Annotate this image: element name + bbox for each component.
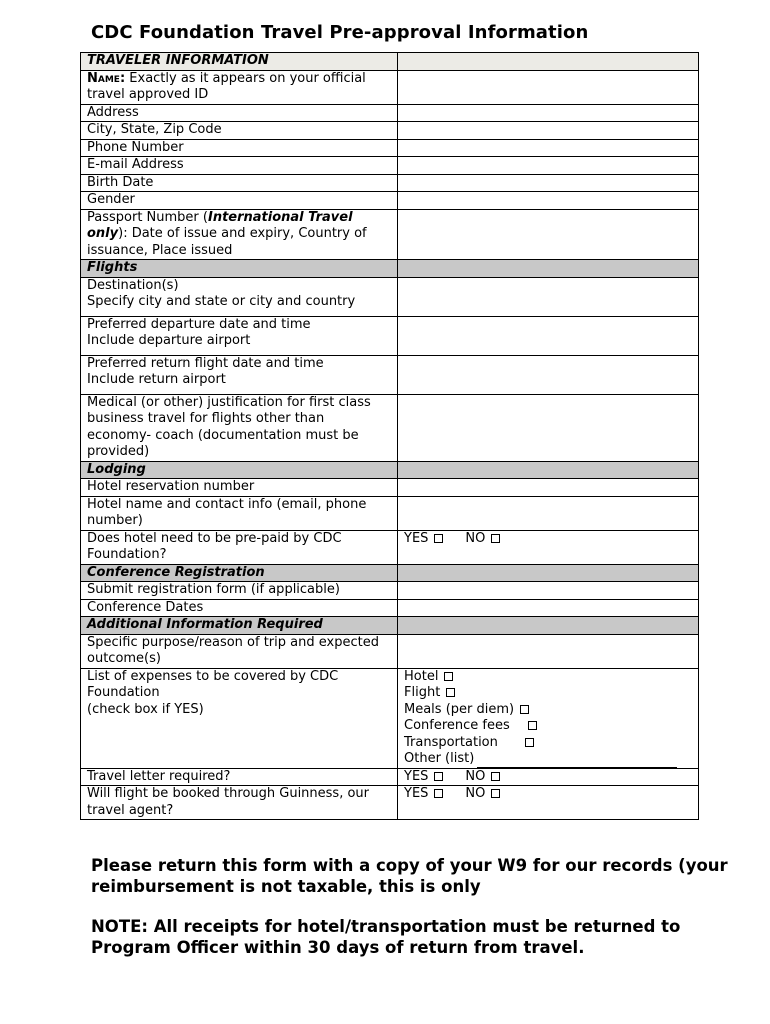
submit-label: Submit registration form (if applicable) [81, 582, 398, 600]
row-email [81, 157, 699, 175]
prepaid-yes-checkbox[interactable] [434, 534, 443, 543]
destination-field[interactable] [398, 277, 699, 316]
passport-label-em: International Travel only [87, 209, 353, 241]
yes-label: YES [404, 768, 429, 784]
medical-field[interactable] [398, 394, 699, 461]
meals-checkbox[interactable] [520, 705, 529, 714]
birth-field[interactable] [398, 174, 699, 192]
section-lodging [81, 461, 699, 479]
hotel-checkbox[interactable] [444, 672, 453, 681]
section-label: TRAVELER INFORMATION [81, 53, 398, 71]
row-hotel-info [81, 496, 699, 530]
submit-field[interactable] [398, 582, 699, 600]
yes-label: YES [404, 786, 429, 801]
purpose-label: Specific purpose/reason of trip and expected outcome(s) [81, 634, 398, 668]
transport-checkbox[interactable] [525, 738, 534, 747]
page-title: CDC Foundation Travel Pre-approval Information [91, 22, 589, 43]
row-passport [81, 209, 699, 260]
row-purpose [81, 634, 699, 668]
row-phone [81, 139, 699, 157]
row-departure [81, 316, 699, 355]
conf-dates-field[interactable] [398, 599, 699, 617]
notes-block [91, 856, 731, 958]
section-label: Flights [81, 260, 398, 278]
name-field[interactable] [398, 70, 699, 104]
return-hint: Include return airport [87, 372, 226, 387]
expense-fees: Conference fees [404, 718, 692, 735]
hotel-info-label: Hotel name and contact info (email, phone number) [81, 496, 398, 530]
letter-no-checkbox[interactable] [491, 772, 500, 781]
expense-meals: Meals (per diem) [404, 702, 692, 719]
expenses-hint: (check box if YES) [87, 701, 204, 717]
row-city [81, 122, 699, 140]
phone-label: Phone Number [81, 139, 398, 157]
passport-label-post: ): Date of issue and expiry, Country of issuance, Place issued [87, 226, 367, 258]
flight-checkbox[interactable] [446, 688, 455, 697]
gender-field[interactable] [398, 192, 699, 210]
medical-label: Medical (or other) justification for first class business travel for flights other than economy- coach (documentation must be provided) [81, 394, 398, 461]
address-label: Address [81, 104, 398, 122]
row-prepaid [81, 530, 699, 564]
row-expenses [81, 668, 699, 768]
row-submit [81, 582, 699, 600]
conf-dates-label: Conference Dates [81, 599, 398, 617]
purpose-field[interactable] [398, 634, 699, 668]
section-traveler [81, 53, 699, 71]
no-label: NO [465, 786, 486, 801]
address-field[interactable] [398, 104, 699, 122]
expense-other: Other (list) [404, 751, 692, 768]
section-conference [81, 564, 699, 582]
row-reservation [81, 479, 699, 497]
prepaid-label: Does hotel need to be pre-paid by CDC Foundation? [81, 530, 398, 564]
row-letter [81, 768, 699, 786]
hotel-info-field[interactable] [398, 496, 699, 530]
no-label: NO [465, 530, 486, 546]
expense-transport: Transportation [404, 735, 692, 752]
letter-label: Travel letter required? [81, 768, 398, 786]
return-field[interactable] [398, 355, 699, 394]
travel-form-table [80, 52, 699, 820]
other-input[interactable] [477, 756, 677, 768]
expense-flight: Flight [404, 685, 692, 702]
destination-label: Destination(s) [87, 277, 179, 293]
prepaid-no-checkbox[interactable] [491, 534, 500, 543]
guinness-yes-checkbox[interactable] [434, 789, 443, 798]
section-flights [81, 260, 699, 278]
row-gender [81, 192, 699, 210]
section-label: Additional Information Required [81, 617, 398, 635]
reservation-field[interactable] [398, 479, 699, 497]
passport-label-pre: Passport Number ( [87, 209, 208, 225]
return-instructions: Please return this form with a copy of your W9 for our records (your reimbursement is not taxable, this is only [91, 856, 728, 896]
reservation-label: Hotel reservation number [81, 479, 398, 497]
email-label: E-mail Address [81, 157, 398, 175]
fees-checkbox[interactable] [528, 721, 537, 730]
row-conf-dates [81, 599, 699, 617]
expense-hotel: Hotel [404, 669, 692, 686]
row-name [81, 70, 699, 104]
expenses-label: List of expenses to be covered by CDC Foundation [87, 668, 339, 700]
name-label: Name: [87, 70, 126, 86]
yes-label: YES [404, 530, 429, 546]
section-additional [81, 617, 699, 635]
departure-label: Preferred departure date and time [87, 316, 311, 332]
destination-hint: Specify city and state or city and country [87, 294, 356, 309]
city-field[interactable] [398, 122, 699, 140]
row-guinness [81, 786, 699, 820]
departure-hint: Include departure airport [87, 333, 251, 348]
birth-label: Birth Date [81, 174, 398, 192]
phone-field[interactable] [398, 139, 699, 157]
passport-field[interactable] [398, 209, 699, 260]
email-field[interactable] [398, 157, 699, 175]
departure-field[interactable] [398, 316, 699, 355]
city-label: City, State, Zip Code [81, 122, 398, 140]
name-desc: Exactly as it appears on your official travel approved ID [87, 70, 366, 102]
no-label: NO [465, 768, 486, 784]
row-medical [81, 394, 699, 461]
section-label: Conference Registration [81, 564, 398, 582]
return-label: Preferred return flight date and time [87, 355, 324, 371]
row-destination [81, 277, 699, 316]
row-return [81, 355, 699, 394]
row-address [81, 104, 699, 122]
guinness-no-checkbox[interactable] [491, 789, 500, 798]
letter-yes-checkbox[interactable] [434, 772, 443, 781]
section-label: Lodging [81, 461, 398, 479]
gender-label: Gender [81, 192, 398, 210]
row-birth [81, 174, 699, 192]
receipts-note: NOTE: All receipts for hotel/transportation must be returned to Program Officer within 30 days of return from travel. [91, 917, 681, 957]
guinness-label: Will flight be booked through Guinness, our travel agent? [81, 786, 398, 820]
